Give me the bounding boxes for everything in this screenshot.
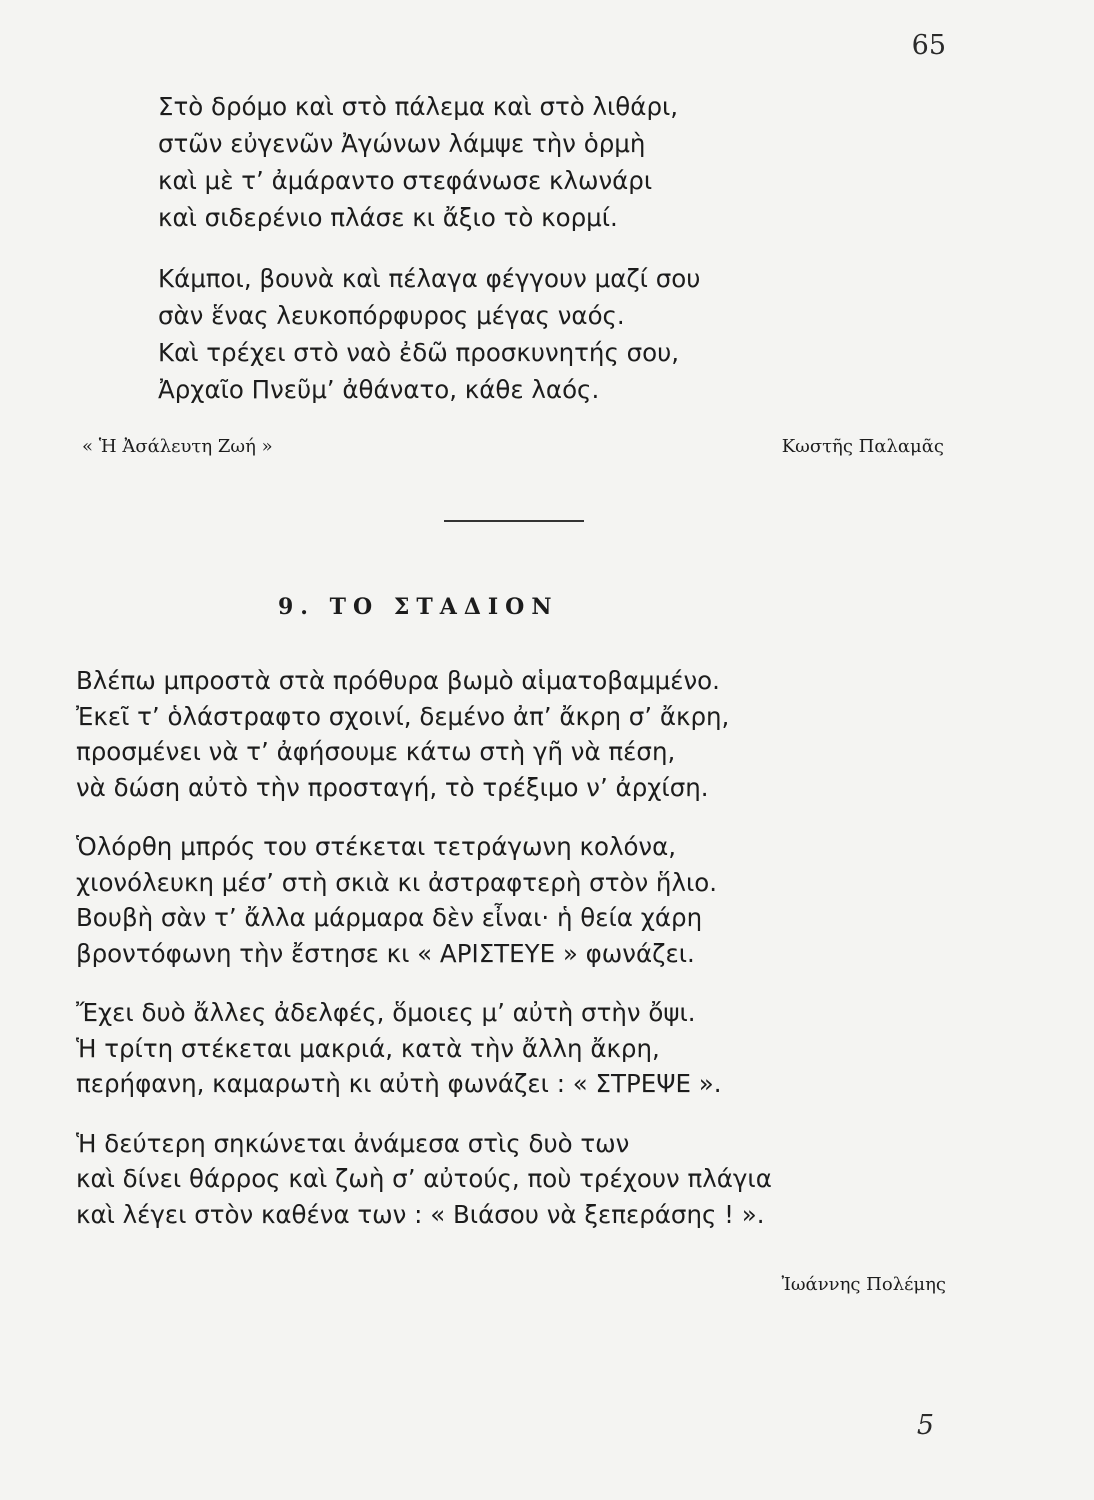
poem-line: Βουβὴ σὰν τ’ ἄλλα μάρμαρα δὲν εἶναι· ἡ θεία χάρη [76, 903, 703, 932]
poem1-attribution [82, 436, 944, 457]
poem2-author: Ἰωάννης Πολέμης [781, 1274, 946, 1295]
folio-number: 5 [916, 1410, 934, 1441]
poem-line: περήφανη, καμαρωτὴ κι αὐτὴ φωνάζει : « ΣΤΡΕΨΕ ». [76, 1069, 722, 1098]
poem-line: Ὁλόρθη μπρός του στέκεται τετράγωνη κολόνα, [76, 832, 677, 861]
poem1-source: « Ἡ Ἀσάλευτη Ζωή » [82, 436, 273, 457]
poem-line: χιονόλευκη μέσ’ στὴ σκιὰ κι ἀστραφτερὴ στὸν ἥλιο. [76, 867, 718, 897]
poem-line: Ἔχει δυὸ ἄλλες ἀδελφές, ὅμοιες μ’ αὐτὴ στὴν ὄψι. [76, 998, 696, 1027]
poem-line: καὶ δίνει θάρρος καὶ ζωὴ σ’ αὐτούς, ποὺ τρέχουν πλάγια [76, 1164, 772, 1193]
poem-line: προσμένει νὰ τ’ ἀφήσουμε κάτω στὴ γῆ νὰ πέση, [76, 737, 676, 766]
poem-line: Κάμποι, βουνὰ καὶ πέλαγα φέγγουν μαζί σου [158, 264, 701, 293]
poem-line: Ἡ τρίτη στέκεται μακριά, κατὰ τὴν ἄλλη ἄκρη, [76, 1033, 660, 1063]
poem-line: Ἡ δεύτερη σηκώνεται ἀνάμεσα στὶς δυὸ των [76, 1128, 630, 1158]
poem-line: βροντόφωνη τὴν ἔστησε κι « ΑΡΙΣΤΕΥΕ » φωνάζει. [76, 938, 695, 968]
poem-line: καὶ σιδερένιο πλάσε κι ἄξιο τὸ κορμί. [158, 203, 618, 232]
poem-line: σὰν ἕνας λευκοπόρφυρος μέγας ναός. [158, 301, 625, 330]
poem1-stanza-1 [158, 88, 700, 236]
page-number: 65 [911, 30, 946, 61]
poem-line: Ἐκεῖ τ’ ὁλάστραφτο σχοινί, δεμένο ἀπ’ ἄκρη σ’ ἄκρη, [76, 701, 730, 731]
poem2-stanza-3 [76, 995, 772, 1102]
section-divider [444, 520, 584, 522]
poem-palamas [158, 88, 700, 408]
section-title: 9. ΤΟ ΣΤΑΔΙΟΝ [278, 594, 559, 620]
poem-line: Καὶ τρέχει στὸ ναὸ ἐδῶ προσκυνητής σου, [158, 338, 680, 367]
poem-line: νὰ δώση αὐτὸ τὴν προσταγή, τὸ τρέξιμο ν’ ἀρχίση. [76, 772, 709, 802]
poem2-stanza-1 [76, 663, 772, 805]
poem2-stanza-2 [76, 829, 772, 971]
poem-stadion [76, 663, 772, 1232]
poem1-stanza-2 [158, 260, 700, 408]
poem-line: Βλέπω μπροστὰ στὰ πρόθυρα βωμὸ αἱματοβαμμένο. [76, 666, 720, 695]
poem-line: στῶν εὐγενῶν Ἀγώνων λάμψε τὴν ὁρμὴ [158, 129, 646, 158]
poem2-stanza-4 [76, 1126, 772, 1233]
poem-line: Ἀρχαῖο Πνεῦμ’ ἀθάνατο, κάθε λαός. [158, 375, 600, 404]
poem-line: Στὸ δρόμο καὶ στὸ πάλεμα καὶ στὸ λιθάρι, [158, 92, 679, 121]
poem1-author: Κωστῆς Παλαμᾶς [781, 436, 944, 457]
poem-line: καὶ μὲ τ’ ἀμάραντο στεφάνωσε κλωνάρι [158, 166, 653, 195]
poem-line: καὶ λέγει στὸν καθένα των : « Βιάσου νὰ ξεπεράσης ! ». [76, 1199, 765, 1229]
